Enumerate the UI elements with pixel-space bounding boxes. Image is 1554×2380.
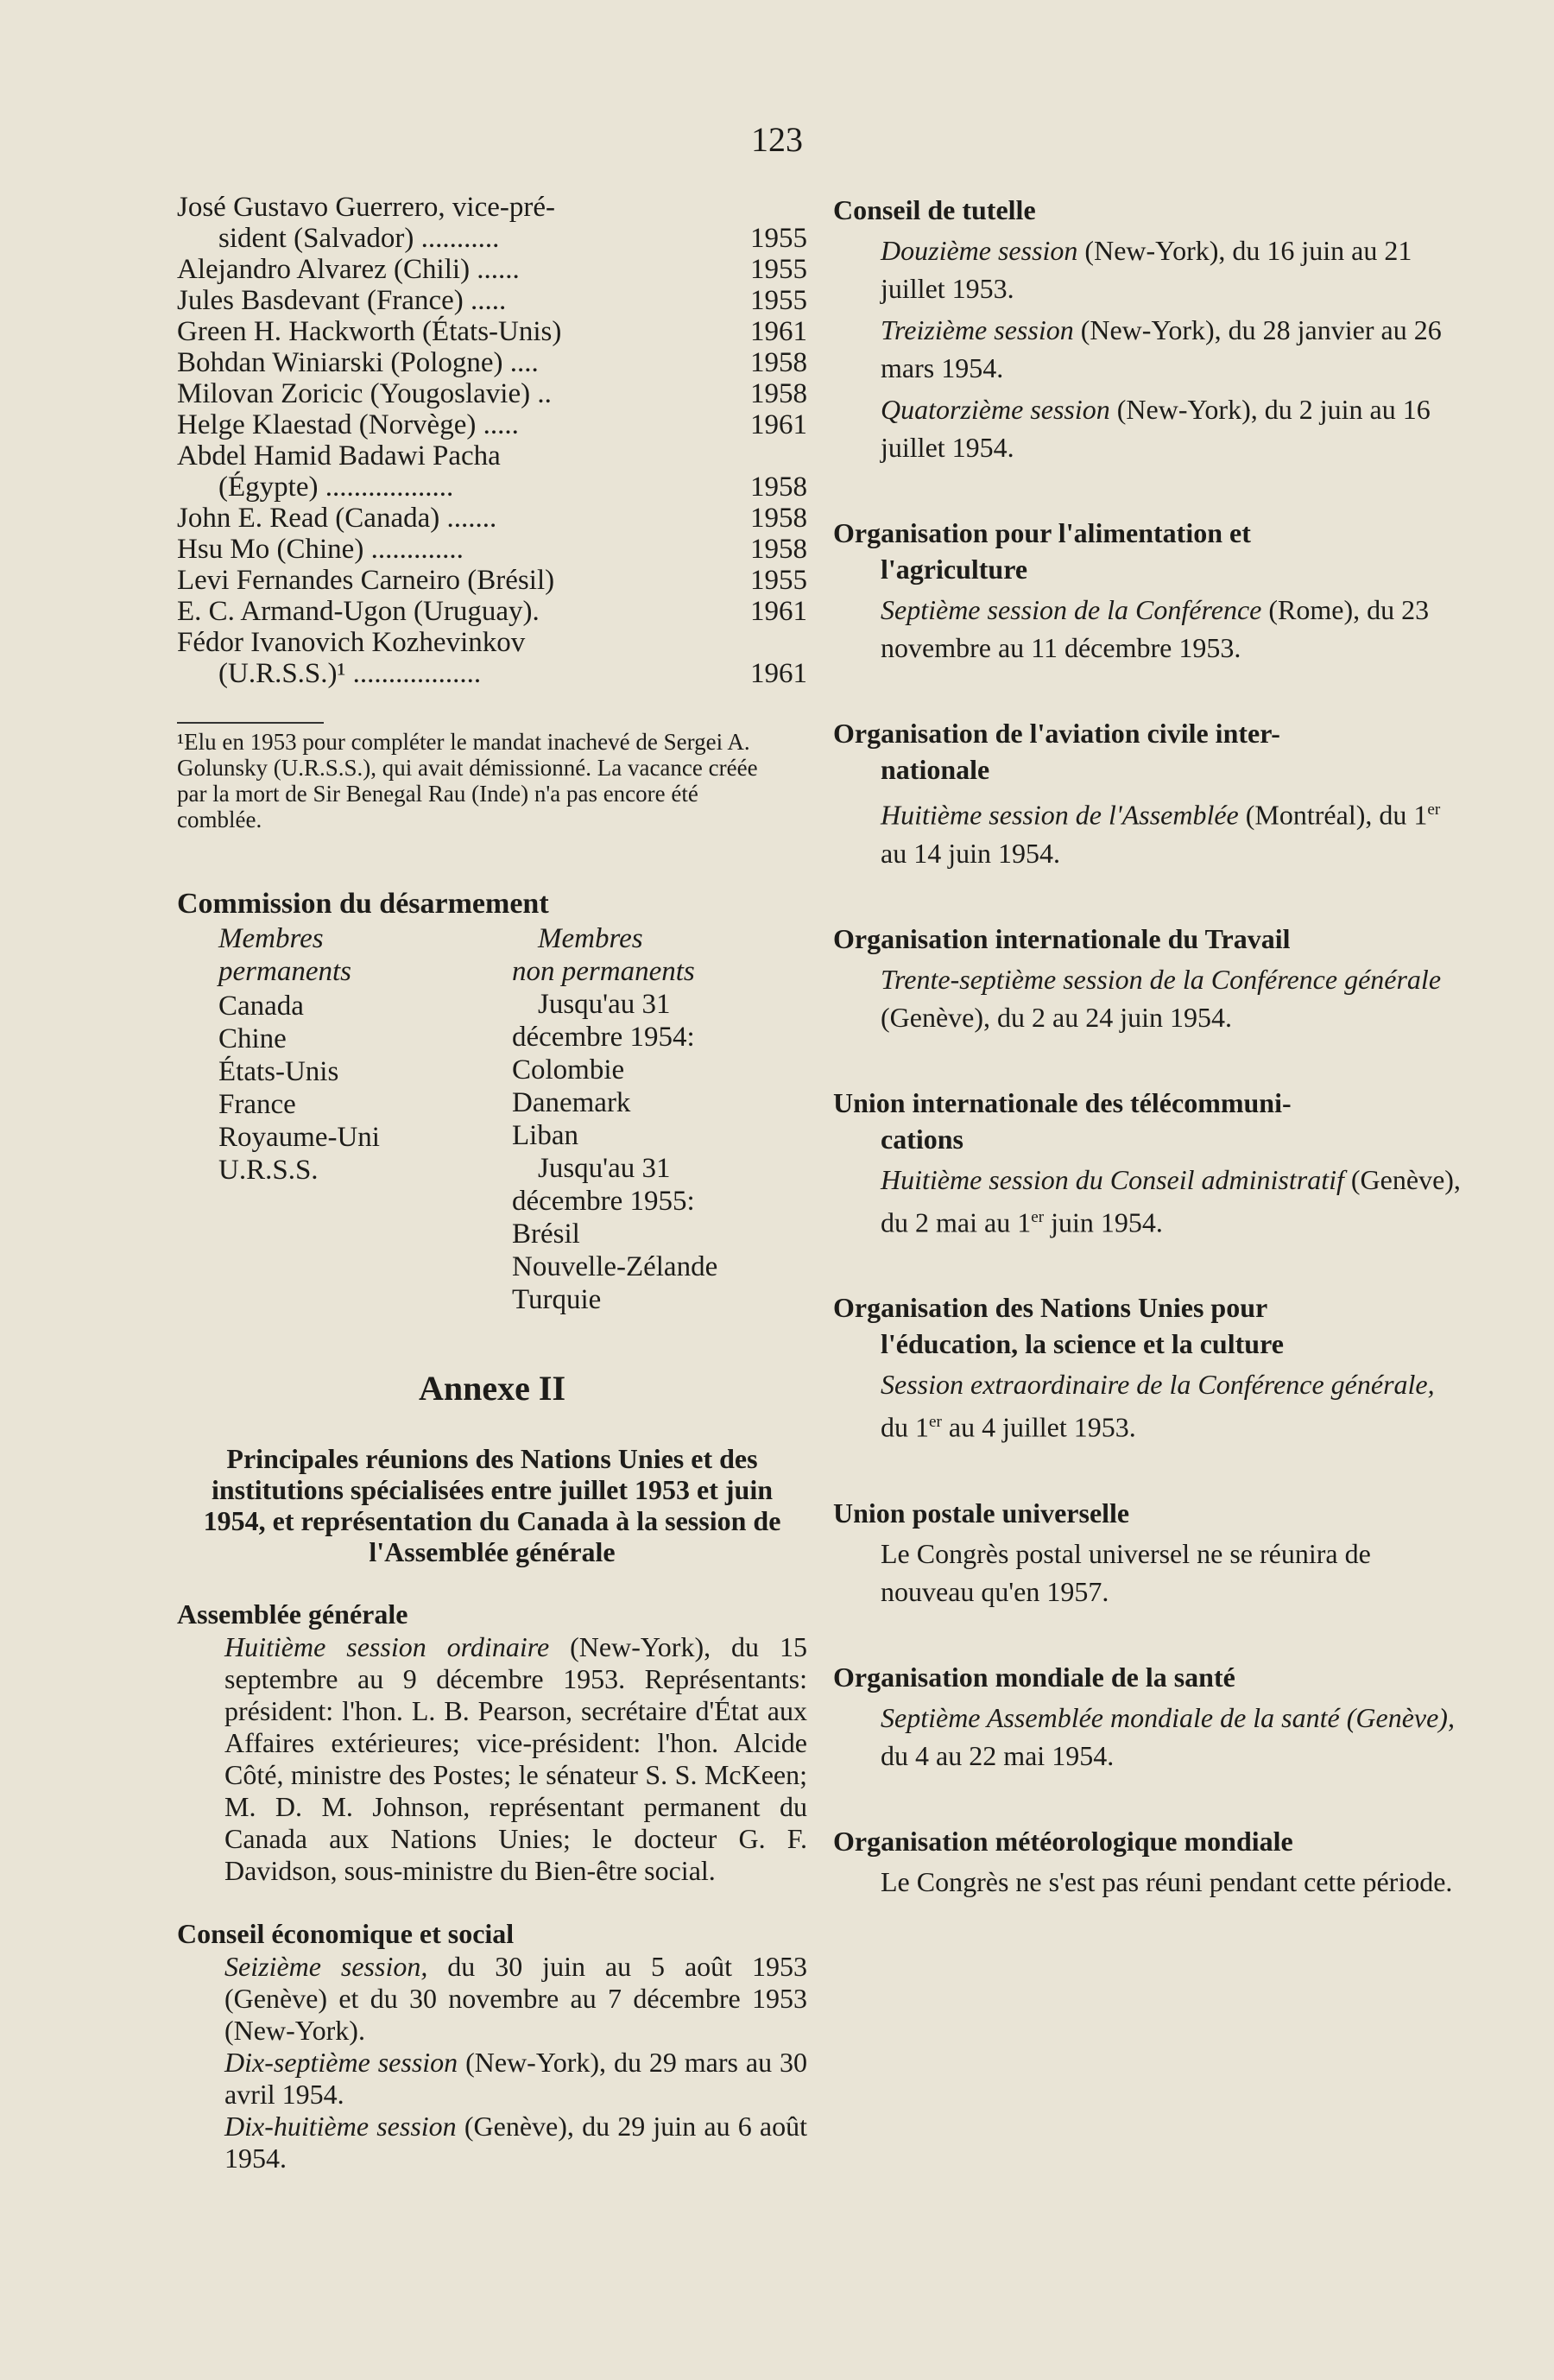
oms-paragraph — [833, 1699, 1463, 1775]
upu-block — [833, 1495, 1463, 1611]
member-country: Nouvelle-Zélande — [512, 1251, 718, 1282]
judge-name: John E. Read (Canada) ....... — [177, 503, 497, 534]
judge-name: (Égypte) .................. — [218, 472, 454, 503]
oaci-text-b: au 14 juin 1954. — [881, 837, 1060, 869]
member-country: Chine — [218, 1023, 287, 1054]
oms-text: du 4 au 22 mai 1954. — [881, 1739, 1115, 1771]
ecosoc-s18-text: (Genève), du 29 juin au 6 août 1954. — [224, 2111, 808, 2174]
perm-head-2: permanents — [218, 956, 351, 987]
tutelle-s13-text: (New-York), du 28 janvier au 26 mars 1954. — [881, 314, 1442, 383]
judge-year: 1958 — [750, 347, 807, 378]
who-block — [833, 1659, 1463, 1775]
ga-title: Assemblée générale — [177, 1598, 408, 1630]
uit-title-2: cations — [881, 1123, 963, 1155]
trusteeship-block — [833, 192, 1463, 466]
disarmament-members — [177, 922, 807, 1316]
tutelle-s14-text: (New-York), du 2 juin au 16 juillet 1954. — [881, 394, 1431, 463]
oaci-title-2: nationale — [881, 754, 990, 785]
ecosoc-paragraph-18 — [177, 2111, 807, 2174]
unesco-title-1: Organisation des Nations Unies pour — [833, 1292, 1268, 1324]
unesco-session: Session extraordinaire de la Conférence générale, — [881, 1369, 1435, 1401]
perm-head-1: Membres — [218, 923, 324, 954]
until-1954-b: décembre 1954: — [512, 1022, 695, 1053]
until-1955-a: Jusqu'au 31 — [538, 1153, 671, 1184]
judge-year: 1961 — [750, 316, 807, 347]
ecosoc-s17-text: (New-York), du 29 mars au 30 avril 1954. — [224, 2047, 808, 2110]
member-country: Danemark — [512, 1087, 631, 1118]
oms-session: Septième Assemblée mondiale de la santé (Genève), — [881, 1701, 1455, 1733]
judge-name: Helge Klaestad (Norvège) ..... — [177, 409, 519, 440]
judge-row — [177, 409, 807, 440]
permanent-list — [218, 990, 512, 1187]
judge-name: José Gustavo Guerrero, vice-pré- — [177, 192, 555, 223]
nonperm-head-2: non permanents — [512, 956, 695, 987]
judge-year: 1961 — [750, 596, 807, 627]
fao-text: (Rome), du 23 novembre au 11 décembre 1953. — [881, 594, 1430, 663]
ecosoc-s18: Dix-huitième session — [224, 2111, 457, 2142]
judge-year: 1961 — [750, 409, 807, 440]
omm-title: Organisation météorologique mondiale — [833, 1825, 1293, 1857]
oit-session: Trente-septième session de la Conférence générale — [881, 963, 1442, 995]
upu-text: Le Congrès postal universel ne se réunira de nouveau qu'en 1957. — [881, 1537, 1371, 1607]
judge-row — [177, 347, 807, 378]
upu-title: Union postale universelle — [833, 1497, 1130, 1529]
nonperm-head-1: Membres — [538, 923, 643, 954]
wmo-block — [833, 1823, 1463, 1901]
nonperm-1954-list — [512, 1054, 805, 1152]
uit-text-a: (Genève), du 2 mai au 1 — [881, 1163, 1461, 1238]
oit-text: (Genève), du 2 au 24 juin 1954. — [881, 1001, 1233, 1033]
oaci-paragraph — [833, 791, 1463, 872]
footnote-text: ¹Elu en 1953 pour compléter le mandat inachevé de Sergei A. Golunsky (U.R.S.S.), qui avait démissionné. La vacance créée par la mort de Sir Benegal Rau (Inde) n'a pas encore été comblée. — [177, 729, 758, 832]
judge-year: 1955 — [750, 565, 807, 596]
oaci-sup: er — [1427, 801, 1441, 819]
ga-text: (New-York), du 15 septembre au 9 décembre 1953. Représentants: président: l'hon. L. B. Pearson, secrétaire d'État aux Affaires extérieures; vice-président: l'hon. Alcide Côté, ministre des Postes; le sénateur S. S. McKeen; M. D. M. Johnson, représentant permanent du Canada aux Nations Unies; le docteur G. F. Davidson, sous-ministre du Bien-être social. — [224, 1631, 808, 1886]
judge-year: 1955 — [750, 254, 807, 285]
judge-row — [177, 596, 807, 627]
judge-name: (U.R.S.S.)¹ .................. — [218, 658, 482, 689]
ecosoc-paragraph-17 — [177, 2047, 807, 2111]
judge-year: 1958 — [750, 534, 807, 565]
fao-session: Septième session de la Conférence — [881, 594, 1262, 625]
annex-subtitle: Principales réunions des Nations Unies et des institutions spécialisées entre juillet 1953 et juin 1954, et représentation du Canada à la session de l'Assemblée générale — [203, 1443, 781, 1567]
judge-row — [177, 472, 807, 503]
omm-text: Le Congrès ne s'est pas réuni pendant cette période. — [881, 1865, 1453, 1897]
member-country: U.R.S.S. — [218, 1155, 319, 1186]
judge-row — [177, 440, 807, 472]
fao-paragraph — [833, 591, 1463, 667]
right-column — [833, 192, 1463, 1949]
oit-paragraph — [833, 960, 1463, 1036]
oaci-text-a: (Montréal), du 1 — [1238, 799, 1428, 831]
judge-name: sident (Salvador) ........... — [218, 223, 500, 254]
ga-session: Huitième session ordinaire — [224, 1631, 550, 1662]
oit-title: Organisation internationale du Travail — [833, 922, 1291, 954]
judge-name: E. C. Armand-Ugon (Uruguay). — [177, 596, 540, 627]
member-country: Brésil — [512, 1218, 580, 1250]
annex-title: Annexe II — [418, 1369, 566, 1408]
judge-name: Fédor Ivanovich Kozhevinkov — [177, 627, 526, 658]
member-country: Canada — [218, 991, 304, 1022]
judge-row — [177, 627, 807, 658]
uit-title-1: Union internationale des télécommuni- — [833, 1086, 1292, 1118]
left-column — [177, 192, 807, 2174]
judge-name: Bohdan Winiarski (Pologne) .... — [177, 347, 539, 378]
judge-row — [177, 565, 807, 596]
page-number: 123 — [751, 120, 803, 159]
member-country: États-Unis — [218, 1056, 339, 1087]
fao-title-1: Organisation pour l'alimentation et — [833, 517, 1251, 548]
tutelle-s12-text: (New-York), du 16 juin au 21 juillet 1953. — [881, 235, 1412, 304]
judge-year: 1961 — [750, 658, 807, 689]
judge-year: 1955 — [750, 285, 807, 316]
member-country: Liban — [512, 1120, 578, 1151]
fao-block — [833, 515, 1463, 667]
unesco-title-2: l'éducation, la science et la culture — [881, 1328, 1284, 1360]
tutelle-s14: Quatorzième session — [881, 394, 1110, 425]
judge-year: 1958 — [750, 378, 807, 409]
itu-block — [833, 1085, 1463, 1242]
judge-row — [177, 285, 807, 316]
nonperm-1955-list — [512, 1218, 805, 1316]
judge-year: 1958 — [750, 472, 807, 503]
member-country: France — [218, 1089, 296, 1120]
icao-block — [833, 715, 1463, 872]
oaci-title-1: Organisation de l'aviation civile inter- — [833, 718, 1280, 749]
judge-row — [177, 503, 807, 534]
unesco-sup: er — [929, 1413, 942, 1432]
nonpermanent-members — [512, 922, 805, 1316]
unesco-paragraph — [833, 1365, 1463, 1446]
ilo-block — [833, 921, 1463, 1036]
member-country: Colombie — [512, 1054, 625, 1086]
judge-row — [177, 378, 807, 409]
tutelle-s13: Treizième session — [881, 314, 1074, 345]
judge-name: Milovan Zoricic (Yougoslavie) .. — [177, 378, 552, 409]
oaci-session: Huitième session de l'Assemblée — [881, 799, 1239, 831]
tutelle-s12-paragraph — [833, 231, 1463, 307]
tutelle-s13-paragraph — [833, 311, 1463, 387]
until-1955-b: décembre 1955: — [512, 1186, 695, 1217]
judge-name: Alejandro Alvarez (Chili) ...... — [177, 254, 520, 285]
judge-name: Levi Fernandes Carneiro (Brésil) — [177, 565, 555, 596]
disarmament-title: Commission du désarmement — [177, 888, 549, 920]
judge-row — [177, 254, 807, 285]
judge-name: Jules Basdevant (France) ..... — [177, 285, 507, 316]
ga-paragraph — [177, 1631, 807, 1887]
unesco-text-a: du 1 — [881, 1411, 929, 1443]
judge-row — [177, 658, 807, 689]
uit-text-b: juin 1954. — [1044, 1206, 1163, 1238]
judge-year: 1955 — [750, 223, 807, 254]
footnote — [177, 713, 781, 832]
judge-name: Green H. Hackworth (États-Unis) — [177, 316, 562, 347]
ecosoc-title: Conseil économique et social — [177, 1918, 515, 1949]
ecosoc-s16: Seizième session, — [224, 1951, 428, 1982]
judge-name: Hsu Mo (Chine) ............. — [177, 534, 464, 565]
permanent-members — [177, 922, 512, 1316]
footnote-rule — [177, 722, 324, 724]
fao-title-2: l'agriculture — [881, 554, 1028, 585]
member-country: Turquie — [512, 1284, 602, 1315]
judge-row — [177, 223, 807, 254]
unesco-text-b: au 4 juillet 1953. — [941, 1411, 1136, 1443]
uit-sup: er — [1031, 1207, 1045, 1226]
tutelle-s12: Douzième session — [881, 235, 1078, 266]
oms-title: Organisation mondiale de la santé — [833, 1661, 1235, 1693]
uit-paragraph — [833, 1161, 1463, 1242]
tutelle-s14-paragraph — [833, 390, 1463, 466]
ecosoc-s17: Dix-septième session — [224, 2047, 458, 2078]
judge-name: Abdel Hamid Badawi Pacha — [177, 440, 501, 472]
ecosoc-paragraph-16 — [177, 1951, 807, 2047]
tutelle-title: Conseil de tutelle — [833, 194, 1036, 225]
until-1954-a: Jusqu'au 31 — [538, 989, 671, 1020]
judge-row — [177, 534, 807, 565]
uit-session: Huitième session du Conseil administratif — [881, 1163, 1344, 1195]
court-judges-list — [177, 192, 807, 689]
judge-row — [177, 192, 807, 223]
judge-year: 1958 — [750, 503, 807, 534]
ecosoc-s16-text: du 30 juin au 5 août 1953 (Genève) et du 30 novembre au 7 décembre 1953 (New-York). — [224, 1951, 808, 2046]
member-country: Royaume-Uni — [218, 1122, 380, 1153]
unesco-block — [833, 1289, 1463, 1446]
judge-row — [177, 316, 807, 347]
